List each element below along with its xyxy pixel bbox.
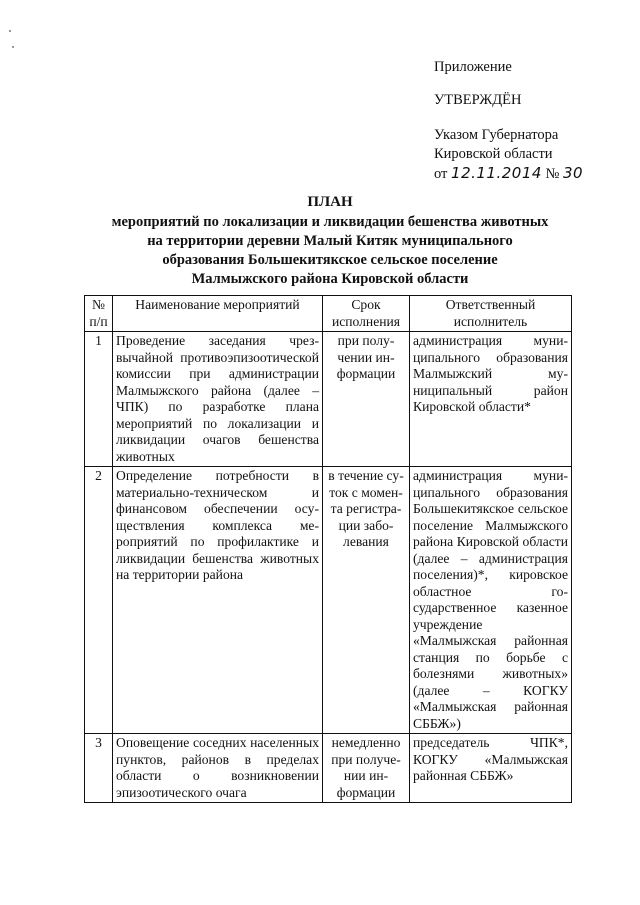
table-row (85, 734, 572, 803)
row-term: в течение суток с момента регистрации заболевания (323, 467, 410, 734)
row-activity: Определение потребности в материально-техническом и финансовом обеспечении осуществления комплекса мероприятий по профилактике и ликвидации бешенства животных на территории района (113, 467, 323, 734)
appendix-label: Приложение (434, 59, 512, 75)
title-plan: ПЛАН (307, 194, 353, 210)
row-term: немедленно при получении информации (323, 734, 410, 803)
decree-line-2: Кировской области (434, 146, 553, 162)
row-number: 1 (85, 332, 113, 467)
column-header-number: № п/п (85, 296, 113, 332)
column-header-term: Срок исполнения (323, 296, 410, 332)
title-line-3: образования Большекитякское сельское поселение (162, 252, 498, 268)
row-activity: Оповещение соседних населенных пунктов, районов в пределах области о возникновении эпизоотического очага (113, 734, 323, 803)
scan-speck (12, 46, 14, 48)
decree-line-1: Указом Губернатора (434, 127, 559, 143)
plan-table (84, 295, 572, 803)
handwritten-number: 30 (563, 164, 584, 182)
row-activity: Проведение заседания чрезвычайной противоэпизоотической комиссии при администрации Малмыжского района (далее – ЧПК) по разработке плана мероприятий по локализации и ликвидации очагов бешенства животных (113, 332, 323, 467)
table-header-row (85, 296, 572, 332)
document-title (60, 193, 600, 289)
order-date-line (434, 164, 634, 184)
table-row (85, 467, 572, 734)
column-header-responsible: Ответственный исполнитель (410, 296, 572, 332)
row-responsible: администрация муниципального образования Большекитякское сельское поселение Малмыжского района Кировской области (далее – администрация поселения)*, кировское областное государственное казенное учреждение «Малмыжская районная станция по борьбе с болезнями животных» (далее – КОГКУ «Малмыжская районная СББЖ») (410, 467, 572, 734)
title-line-1: мероприятий по локализации и ликвидации бешенства животных (111, 214, 549, 230)
row-number: 3 (85, 734, 113, 803)
row-responsible: администрация муниципального образования Малмыжский муниципальный район Кировской области* (410, 332, 572, 467)
row-number: 2 (85, 467, 113, 734)
handwritten-date: 12.11.2014 (451, 164, 542, 182)
from-prefix: от (434, 166, 448, 182)
row-term: при получении информации (323, 332, 410, 467)
number-sign: № (545, 166, 560, 182)
column-header-activity: Наименование мероприятий (113, 296, 323, 332)
approval-header (434, 58, 634, 184)
title-line-4: Малмыжского района Кировской области (191, 271, 469, 287)
title-line-2: на территории деревни Малый Китяк муниципального (147, 233, 513, 249)
table-row (85, 332, 572, 467)
scan-speck (9, 30, 11, 32)
row-responsible: председатель ЧПК*, КОГКУ «Малмыжская районная СББЖ» (410, 734, 572, 803)
approved-label: УТВЕРЖДЁН (434, 92, 522, 108)
